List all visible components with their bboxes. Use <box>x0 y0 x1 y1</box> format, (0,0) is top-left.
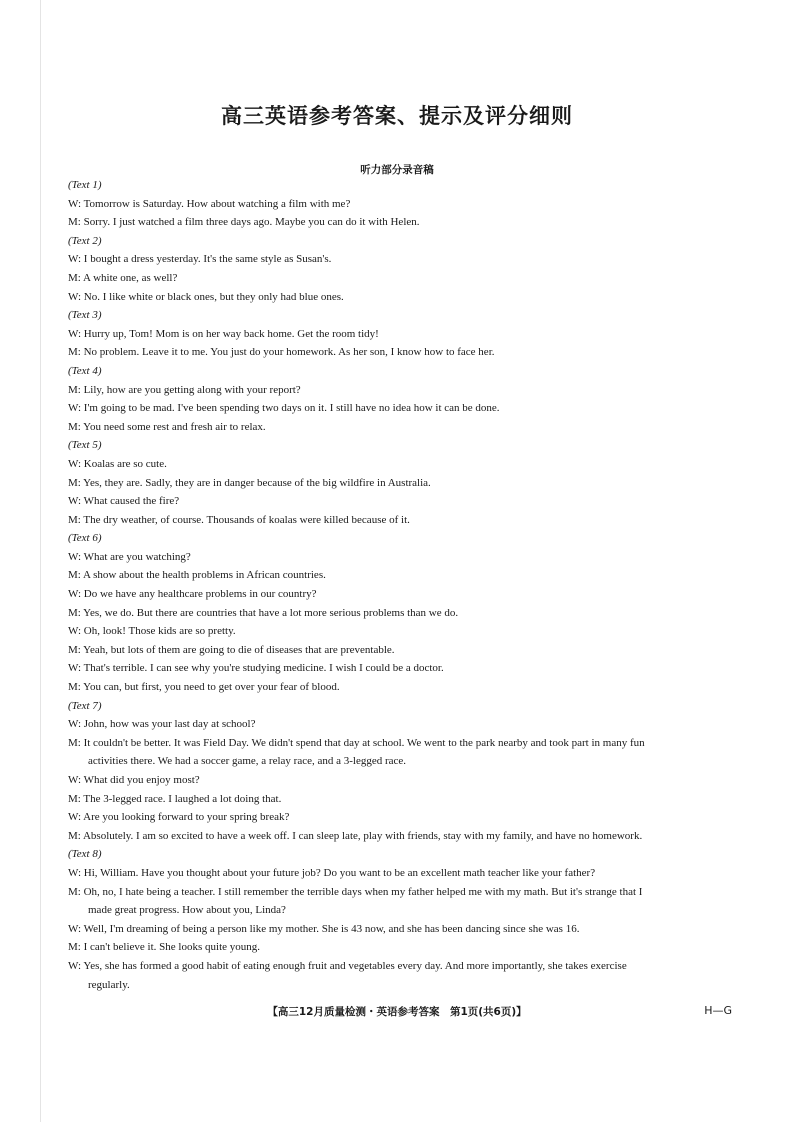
dialogue-line: W: What are you watching? <box>68 550 191 563</box>
text-section-label: (Text 7) <box>68 699 102 712</box>
dialogue-line: M: You need some rest and fresh air to relax. <box>68 420 266 433</box>
dialogue-line: W: Yes, she has formed a good habit of eating enough fruit and vegetables every day. And more importantly, she takes exercise <box>68 959 627 972</box>
dialogue-line: M: A white one, as well? <box>68 271 178 284</box>
dialogue-line: W: What caused the fire? <box>68 495 180 508</box>
dialogue-line: M: No problem. Leave it to me. You just do your homework. As her son, I know how to face her. <box>68 346 495 359</box>
dialogue-line: M: Sorry. I just watched a film three days ago. Maybe you can do it with Helen. <box>68 216 420 229</box>
document-title: 高三英语参考答案、提示及评分细则 <box>221 104 573 128</box>
dialogue-line: W: Hi, William. Have you thought about your future job? Do you want to be an excellent math teacher like your father? <box>68 866 596 879</box>
dialogue-line: W: No. I like white or black ones, but they only had blue ones. <box>68 290 344 303</box>
text-section-label: (Text 1) <box>68 179 102 191</box>
dialogue-line: M: Yes, we do. But there are countries that have a lot more serious problems than we do. <box>68 606 459 619</box>
dialogue-line: M: Absolutely. I am so excited to have a week off. I can sleep late, play with friends, stay with my family, and have no homework. <box>68 829 643 842</box>
dialogue-line: M: I can't believe it. She looks quite young. <box>68 941 261 954</box>
dialogue-line: W: Are you looking forward to your spring break? <box>68 811 290 824</box>
text-section-label: (Text 4) <box>68 364 102 377</box>
dialogue-line: W: Hurry up, Tom! Mom is on her way back home. Get the room tidy! <box>68 327 379 340</box>
text-section-label: (Text 2) <box>68 234 102 247</box>
dialogue-line: M: It couldn't be better. It was Field Day. We didn't spend that day at school. We went to the park nearby and took part in many fun <box>68 736 645 749</box>
dialogue-line: W: Koalas are so cute. <box>68 457 167 470</box>
dialogue-line: M: The 3-legged race. I laughed a lot doing that. <box>68 792 282 805</box>
dialogue-line: W: What did you enjoy most? <box>68 774 200 786</box>
dialogue-line: M: Oh, no, I hate being a teacher. I still remember the terrible days when my father helped me with my math. But it's strange that I <box>68 885 643 898</box>
dialogue-line: M: Lily, how are you getting along with your report? <box>68 383 301 396</box>
dialogue-line: M: You can, but first, you need to get over your fear of blood. <box>68 681 340 694</box>
dialogue-line: W: Well, I'm dreaming of being a person like my mother. She is 43 now, and she has been dancing since she was 16. <box>68 922 580 935</box>
dialogue-line: W: Tomorrow is Saturday. How about watching a film with me? <box>68 197 351 210</box>
dialogue-line: M: Yes, they are. Sadly, they are in danger because of the big wildfire in Australia. <box>68 476 431 489</box>
text-section-label: (Text 5) <box>68 439 102 452</box>
dialogue-line-continuation: made great progress. How about you, Linda? <box>88 904 286 917</box>
section-title: 听力部分录音稿 <box>360 164 434 176</box>
dialogue-line: M: A show about the health problems in African countries. <box>68 569 326 582</box>
dialogue-line: W: I'm going to be mad. I've been spending two days on it. I still have no idea how it can be done. <box>68 402 500 415</box>
text-section-label: (Text 8) <box>68 848 102 861</box>
dialogue-line: M: The dry weather, of course. Thousands of koalas were killed because of it. <box>68 513 410 526</box>
dialogue-line: W: John, how was your last day at school? <box>68 718 256 731</box>
transcript-body <box>68 176 732 994</box>
text-section-label: (Text 6) <box>68 532 102 545</box>
page-footer: 【高三12月质量检测・英语参考答案 第1页(共6页)】 <box>267 1006 527 1018</box>
footer-code: H—G <box>704 1004 732 1017</box>
dialogue-line: M: Yeah, but lots of them are going to die of diseases that are preventable. <box>68 643 395 656</box>
dialogue-line: W: Oh, look! Those kids are so pretty. <box>68 625 236 638</box>
text-section-label: (Text 3) <box>68 309 102 322</box>
dialogue-line-continuation: activities there. We had a soccer game, a relay race, and a 3-legged race. <box>88 755 407 768</box>
dialogue-line: W: I bought a dress yesterday. It's the same style as Susan's. <box>68 253 332 266</box>
dialogue-line: W: Do we have any healthcare problems in our country? <box>68 588 317 601</box>
dialogue-line: W: That's terrible. I can see why you're studying medicine. I wish I could be a doctor. <box>68 662 444 675</box>
dialogue-line-continuation: regularly. <box>88 978 130 991</box>
